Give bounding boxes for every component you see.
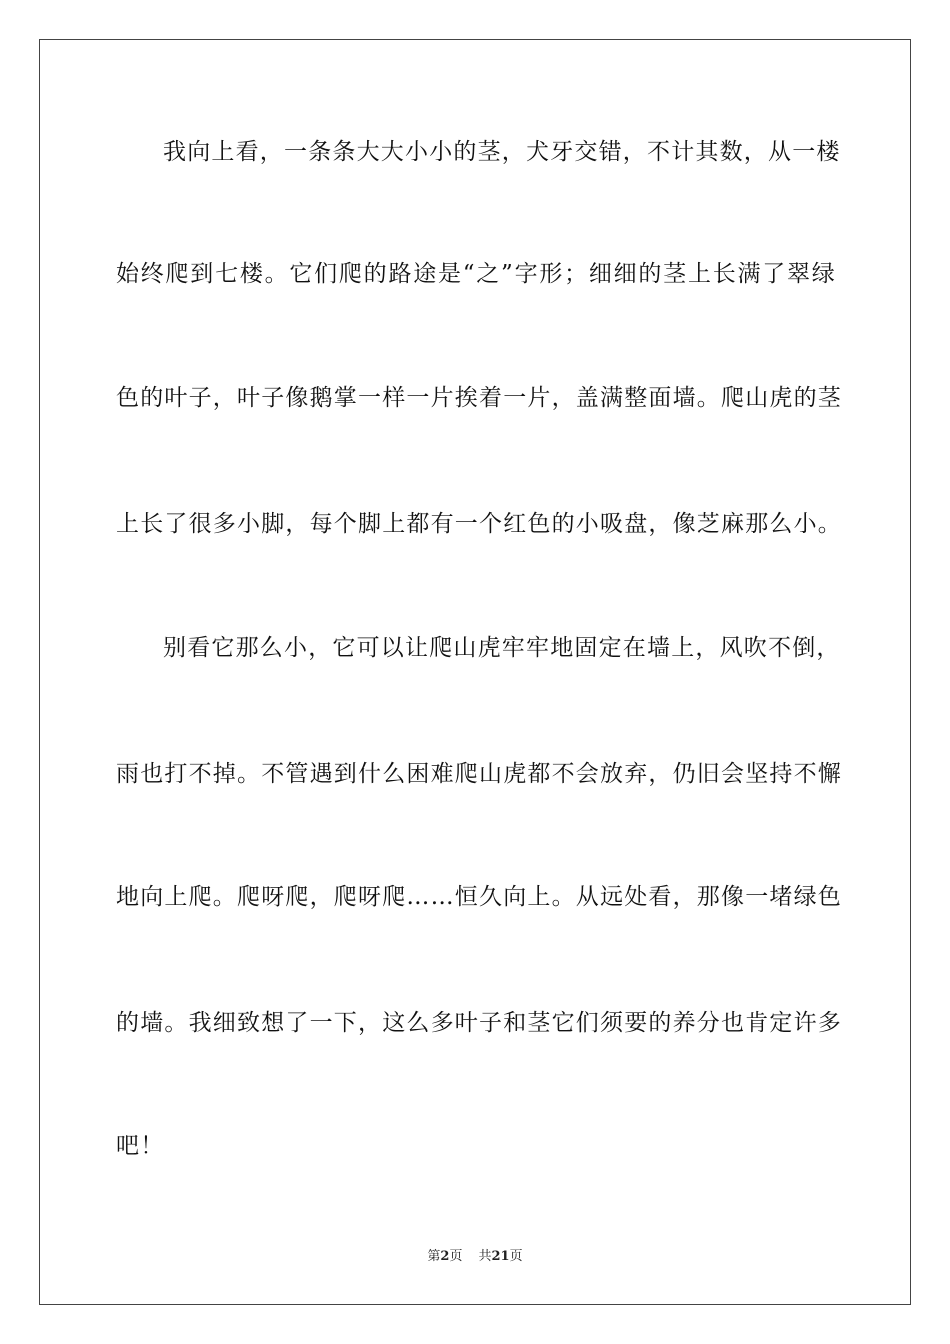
text-line: 始终爬到七楼。它们爬的路途是“之”字形；细细的茎上长满了翠绿 [116, 261, 836, 287]
text-line: 的墙。我细致想了一下，这么多叶子和茎它们须要的养分也肯定许多 [116, 1010, 842, 1036]
page-border [39, 39, 911, 1305]
text-line: 吧！ [116, 1133, 165, 1159]
total-pages-number: 21 [491, 1249, 510, 1264]
page-footer [0, 1248, 950, 1266]
text-line: 色的叶子，叶子像鹅掌一样一片挨着一片，盖满整面墙。爬山虎的茎 [116, 385, 842, 411]
footer-total-prefix: 共 [478, 1249, 492, 1264]
text-line: 别看它那么小，它可以让爬山虎牢牢地固定在墙上，风吹不倒， [163, 635, 841, 661]
text-line: 雨也打不掉。不管遇到什么困难爬山虎都不会放弃，仍旧会坚持不懈 [116, 761, 842, 787]
footer-page-suffix: 页 [449, 1249, 463, 1264]
text-line: 地向上爬。爬呀爬，爬呀爬……恒久向上。从远处看，那像一堵绿色 [116, 884, 842, 910]
footer-prefix: 第 [427, 1249, 441, 1264]
text-line: 我向上看，一条条大大小小的茎，犬牙交错，不计其数，从一楼 [163, 139, 841, 165]
current-page-number: 2 [440, 1249, 450, 1264]
text-line: 上长了很多小脚，每个脚上都有一个红色的小吸盘，像芝麻那么小。 [116, 511, 842, 537]
footer-total-suffix: 页 [509, 1249, 523, 1264]
